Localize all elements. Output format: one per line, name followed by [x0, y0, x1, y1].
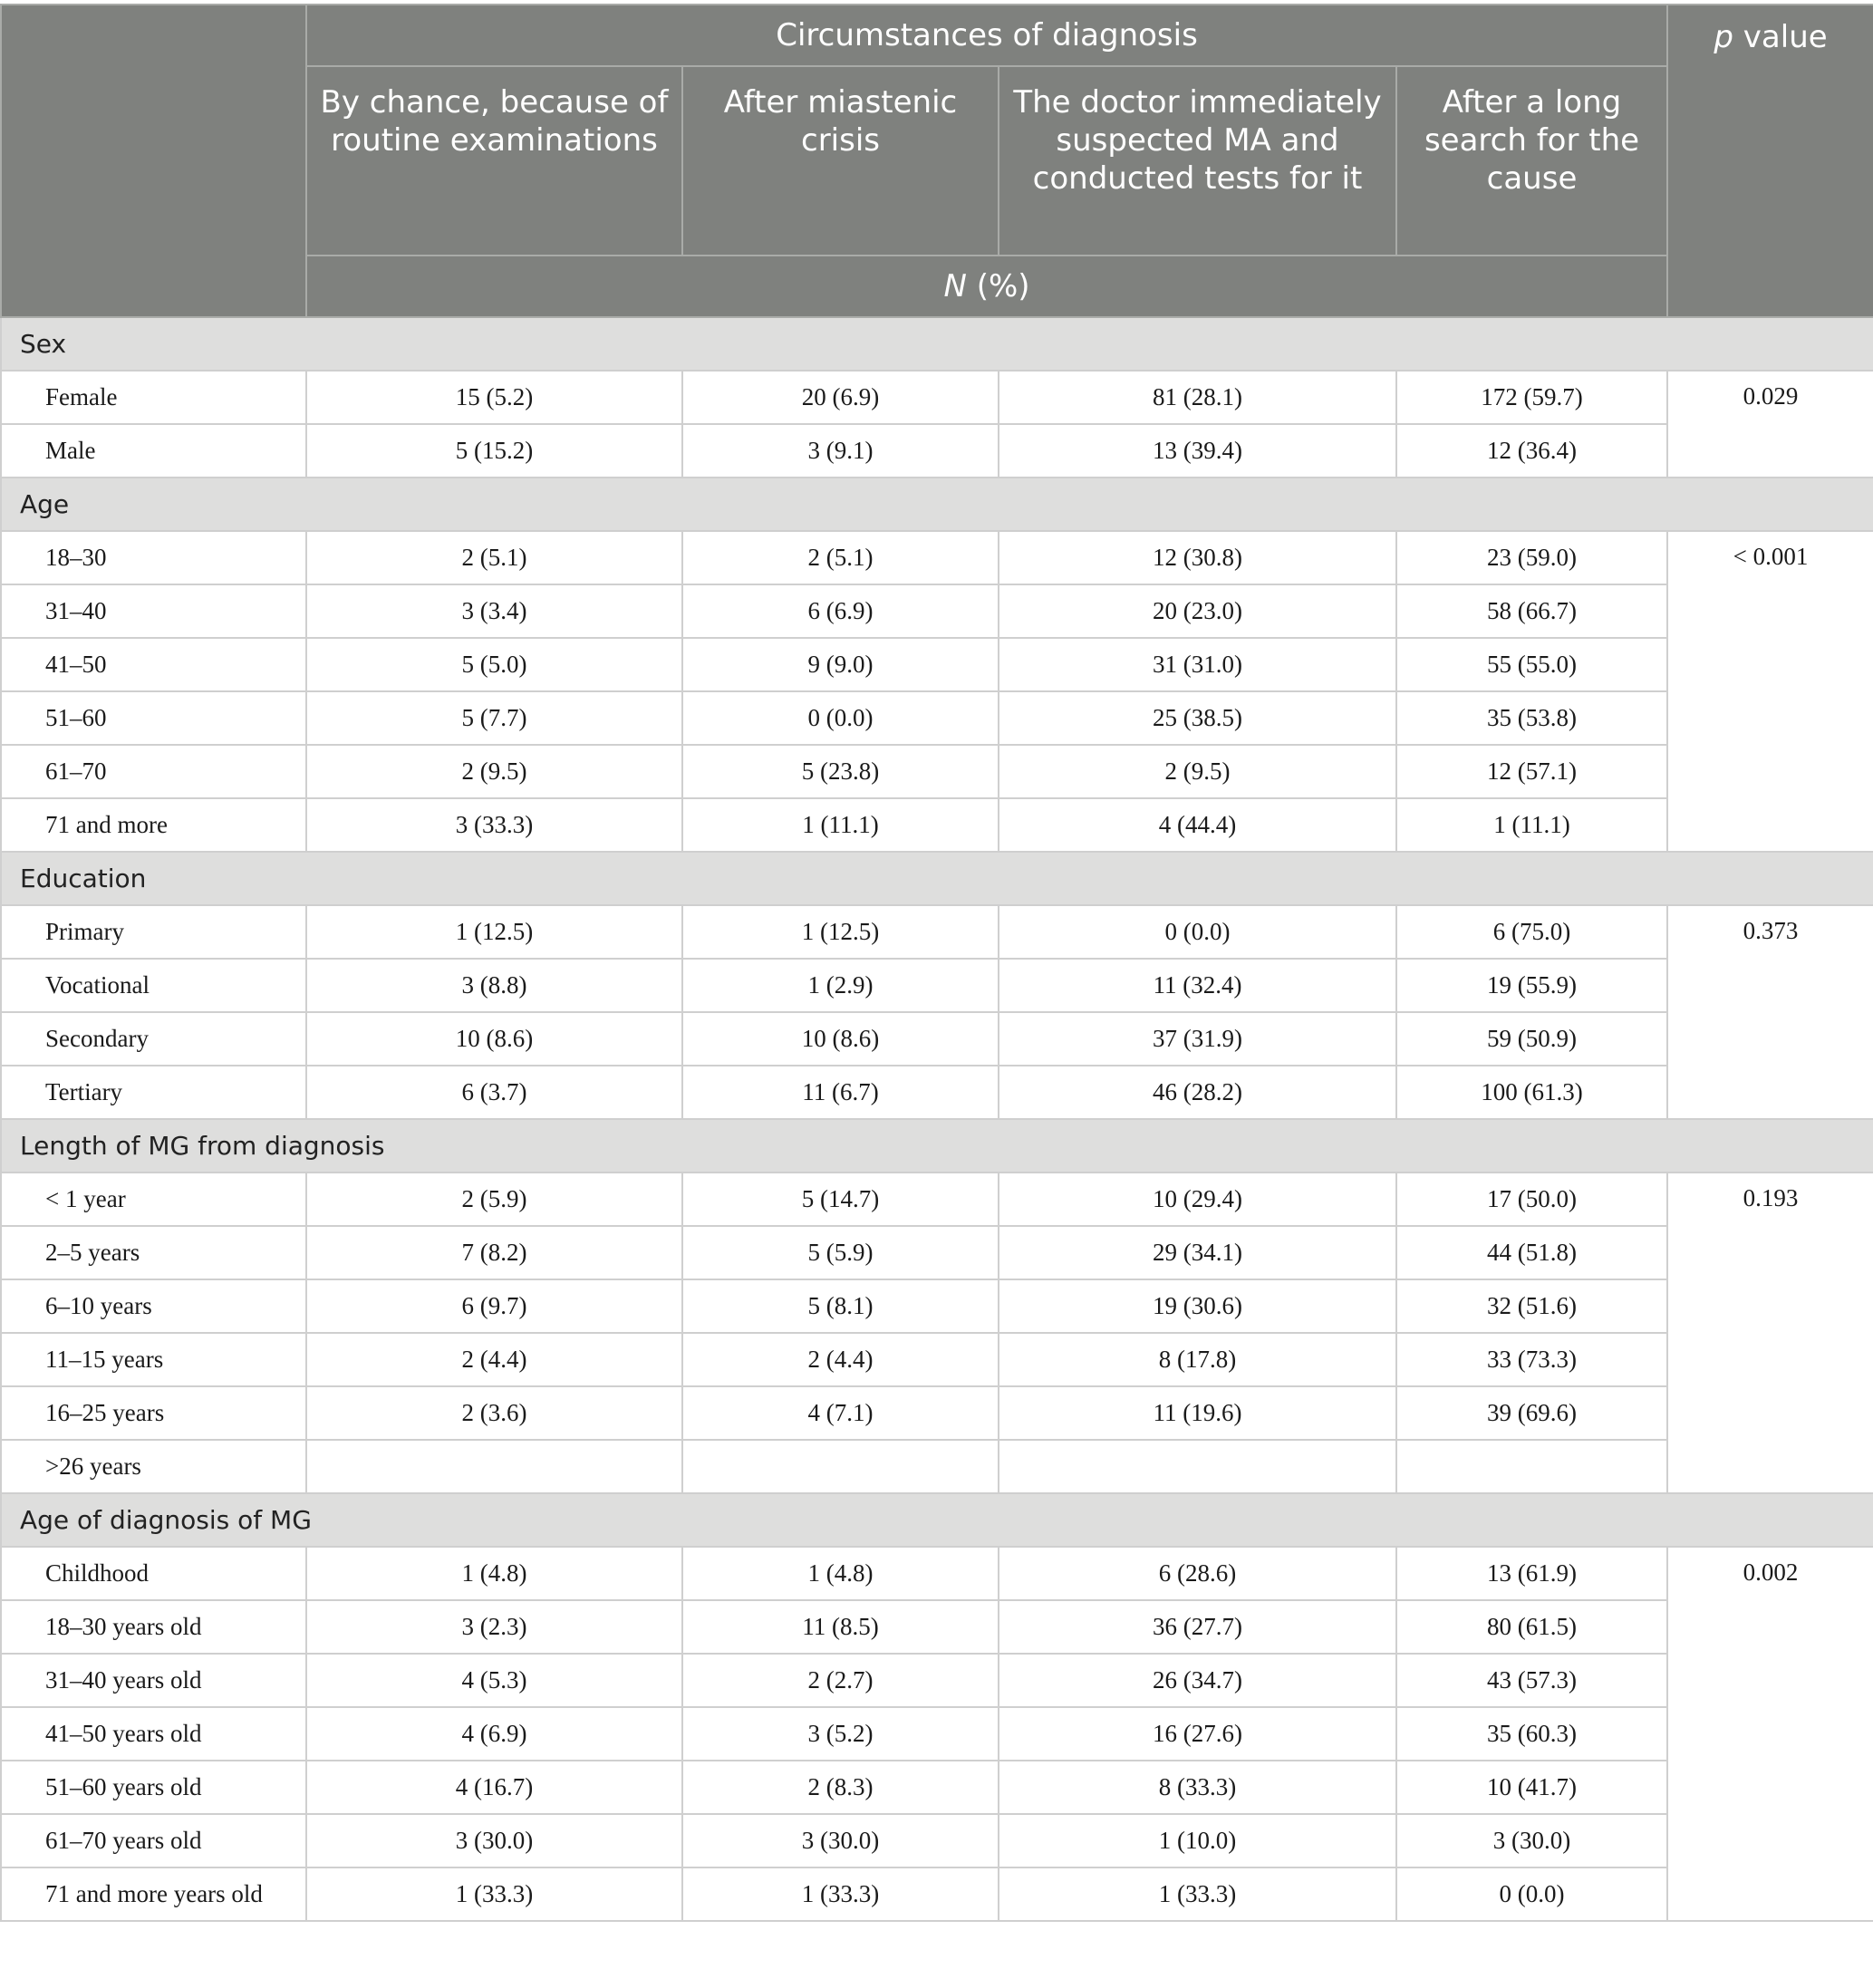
- table-row: [1, 798, 1873, 852]
- table-row: [1, 905, 1873, 959]
- table-row: [1, 691, 1873, 745]
- value-cell: 11 (19.6): [999, 1386, 1396, 1440]
- row-label: 2–5 years: [1, 1226, 306, 1279]
- value-cell: 2 (5.9): [306, 1173, 682, 1226]
- value-cell: 1 (12.5): [682, 905, 999, 959]
- value-cell: 5 (5.0): [306, 638, 682, 691]
- p-value-cell: 0.002: [1667, 1547, 1873, 1921]
- row-label: < 1 year: [1, 1173, 306, 1226]
- value-cell: 17 (50.0): [1396, 1173, 1667, 1226]
- table-row: [1, 1386, 1873, 1440]
- header-col-doctor-suspected: The doctor immediately suspected MA and conducted tests for it: [999, 66, 1396, 256]
- row-label: 41–50 years old: [1, 1707, 306, 1761]
- value-cell: 10 (8.6): [306, 1012, 682, 1066]
- value-cell: 3 (8.8): [306, 959, 682, 1012]
- row-label: 71 and more: [1, 798, 306, 852]
- table-row: [1, 1654, 1873, 1707]
- value-cell: 4 (16.7): [306, 1761, 682, 1814]
- value-cell: 3 (30.0): [306, 1814, 682, 1867]
- row-label: 31–40: [1, 584, 306, 638]
- table-row: [1, 1173, 1873, 1226]
- value-cell: 1 (4.8): [682, 1547, 999, 1600]
- table-row: [1, 1814, 1873, 1867]
- value-cell: 6 (6.9): [682, 584, 999, 638]
- value-cell: 12 (30.8): [999, 531, 1396, 584]
- value-cell: 4 (44.4): [999, 798, 1396, 852]
- header-group-title: Circumstances of diagnosis: [306, 5, 1667, 66]
- row-label: 16–25 years: [1, 1386, 306, 1440]
- value-cell: 11 (32.4): [999, 959, 1396, 1012]
- value-cell: 80 (61.5): [1396, 1600, 1667, 1654]
- value-cell: 2 (4.4): [306, 1333, 682, 1386]
- diagnosis-circumstances-table: [0, 4, 1873, 1922]
- value-cell: 2 (9.5): [306, 745, 682, 798]
- value-cell: 11 (6.7): [682, 1066, 999, 1119]
- table-row: [1, 638, 1873, 691]
- value-cell: 58 (66.7): [1396, 584, 1667, 638]
- value-cell: 2 (2.7): [682, 1654, 999, 1707]
- row-label: 18–30 years old: [1, 1600, 306, 1654]
- row-label: 71 and more years old: [1, 1867, 306, 1921]
- row-label: 31–40 years old: [1, 1654, 306, 1707]
- row-label: >26 years: [1, 1440, 306, 1493]
- value-cell: 5 (8.1): [682, 1279, 999, 1333]
- section-row: [1, 478, 1873, 531]
- value-cell: 3 (2.3): [306, 1600, 682, 1654]
- value-cell: [999, 1440, 1396, 1493]
- header-unit-italic: N: [943, 268, 967, 304]
- value-cell: 59 (50.9): [1396, 1012, 1667, 1066]
- section-row: [1, 317, 1873, 371]
- row-label: Male: [1, 424, 306, 478]
- value-cell: 4 (6.9): [306, 1707, 682, 1761]
- value-cell: 6 (9.7): [306, 1279, 682, 1333]
- table-row: [1, 959, 1873, 1012]
- value-cell: 1 (12.5): [306, 905, 682, 959]
- header-col-by-chance: By chance, because of routine examinations: [306, 66, 682, 256]
- table-row: [1, 1761, 1873, 1814]
- value-cell: 35 (60.3): [1396, 1707, 1667, 1761]
- table-row: [1, 531, 1873, 584]
- value-cell: 3 (30.0): [1396, 1814, 1667, 1867]
- table-row: [1, 1547, 1873, 1600]
- row-label: Primary: [1, 905, 306, 959]
- value-cell: 2 (4.4): [682, 1333, 999, 1386]
- header-unit: [306, 256, 1667, 317]
- value-cell: 12 (36.4): [1396, 424, 1667, 478]
- value-cell: 16 (27.6): [999, 1707, 1396, 1761]
- value-cell: 8 (17.8): [999, 1333, 1396, 1386]
- table-row: [1, 1333, 1873, 1386]
- value-cell: 7 (8.2): [306, 1226, 682, 1279]
- value-cell: 9 (9.0): [682, 638, 999, 691]
- section-row: [1, 1493, 1873, 1547]
- row-label: 18–30: [1, 531, 306, 584]
- value-cell: 20 (6.9): [682, 371, 999, 424]
- value-cell: 10 (41.7): [1396, 1761, 1667, 1814]
- section-title: Age of diagnosis of MG: [1, 1493, 1873, 1547]
- row-label: 51–60 years old: [1, 1761, 306, 1814]
- value-cell: 20 (23.0): [999, 584, 1396, 638]
- value-cell: [306, 1440, 682, 1493]
- table-row: [1, 1707, 1873, 1761]
- row-label: Secondary: [1, 1012, 306, 1066]
- value-cell: 1 (10.0): [999, 1814, 1396, 1867]
- value-cell: 1 (11.1): [682, 798, 999, 852]
- section-row: [1, 852, 1873, 905]
- value-cell: 3 (5.2): [682, 1707, 999, 1761]
- section-row: [1, 1119, 1873, 1173]
- row-label: 41–50: [1, 638, 306, 691]
- value-cell: 23 (59.0): [1396, 531, 1667, 584]
- header-col-long-search: After a long search for the cause: [1396, 66, 1667, 256]
- value-cell: 1 (33.3): [306, 1867, 682, 1921]
- row-label: Childhood: [1, 1547, 306, 1600]
- table-row: [1, 1066, 1873, 1119]
- row-label: 11–15 years: [1, 1333, 306, 1386]
- table-row: [1, 1867, 1873, 1921]
- value-cell: 37 (31.9): [999, 1012, 1396, 1066]
- value-cell: 2 (8.3): [682, 1761, 999, 1814]
- header-corner-cell: [1, 5, 306, 317]
- row-label: Female: [1, 371, 306, 424]
- p-value-cell: 0.373: [1667, 905, 1873, 1119]
- value-cell: 2 (5.1): [682, 531, 999, 584]
- table-row: [1, 1440, 1873, 1493]
- value-cell: 44 (51.8): [1396, 1226, 1667, 1279]
- value-cell: 15 (5.2): [306, 371, 682, 424]
- value-cell: 5 (5.9): [682, 1226, 999, 1279]
- value-cell: 3 (30.0): [682, 1814, 999, 1867]
- value-cell: 6 (28.6): [999, 1547, 1396, 1600]
- value-cell: 1 (4.8): [306, 1547, 682, 1600]
- value-cell: 1 (33.3): [682, 1867, 999, 1921]
- header-p-italic: p: [1714, 19, 1733, 55]
- header-unit-rest: (%): [966, 268, 1030, 304]
- p-value-cell: < 0.001: [1667, 531, 1873, 852]
- value-cell: 5 (7.7): [306, 691, 682, 745]
- table-row: [1, 745, 1873, 798]
- section-title: Sex: [1, 317, 1873, 371]
- value-cell: 100 (61.3): [1396, 1066, 1667, 1119]
- value-cell: 25 (38.5): [999, 691, 1396, 745]
- value-cell: 5 (23.8): [682, 745, 999, 798]
- value-cell: 4 (7.1): [682, 1386, 999, 1440]
- header-p-value: [1667, 5, 1873, 317]
- table-row: [1, 1600, 1873, 1654]
- value-cell: 32 (51.6): [1396, 1279, 1667, 1333]
- row-label: 51–60: [1, 691, 306, 745]
- section-title: Length of MG from diagnosis: [1, 1119, 1873, 1173]
- table-row: [1, 1012, 1873, 1066]
- table-row: [1, 424, 1873, 478]
- value-cell: 35 (53.8): [1396, 691, 1667, 745]
- value-cell: 0 (0.0): [682, 691, 999, 745]
- table-row: [1, 584, 1873, 638]
- value-cell: 10 (8.6): [682, 1012, 999, 1066]
- value-cell: 1 (2.9): [682, 959, 999, 1012]
- row-label: 61–70: [1, 745, 306, 798]
- table-row: [1, 1279, 1873, 1333]
- value-cell: 12 (57.1): [1396, 745, 1667, 798]
- value-cell: [682, 1440, 999, 1493]
- value-cell: 31 (31.0): [999, 638, 1396, 691]
- table-row: [1, 371, 1873, 424]
- header-p-rest: value: [1733, 19, 1828, 55]
- value-cell: 29 (34.1): [999, 1226, 1396, 1279]
- row-label: Vocational: [1, 959, 306, 1012]
- value-cell: 33 (73.3): [1396, 1333, 1667, 1386]
- value-cell: 0 (0.0): [999, 905, 1396, 959]
- value-cell: 3 (9.1): [682, 424, 999, 478]
- value-cell: 19 (30.6): [999, 1279, 1396, 1333]
- value-cell: 55 (55.0): [1396, 638, 1667, 691]
- value-cell: 39 (69.6): [1396, 1386, 1667, 1440]
- value-cell: 5 (14.7): [682, 1173, 999, 1226]
- table-body: [1, 317, 1873, 1921]
- value-cell: 0 (0.0): [1396, 1867, 1667, 1921]
- value-cell: 6 (3.7): [306, 1066, 682, 1119]
- section-title: Age: [1, 478, 1873, 531]
- row-label: Tertiary: [1, 1066, 306, 1119]
- value-cell: 8 (33.3): [999, 1761, 1396, 1814]
- value-cell: 5 (15.2): [306, 424, 682, 478]
- value-cell: 4 (5.3): [306, 1654, 682, 1707]
- value-cell: 26 (34.7): [999, 1654, 1396, 1707]
- value-cell: 172 (59.7): [1396, 371, 1667, 424]
- value-cell: 10 (29.4): [999, 1173, 1396, 1226]
- value-cell: [1396, 1440, 1667, 1493]
- value-cell: 1 (11.1): [1396, 798, 1667, 852]
- value-cell: 3 (33.3): [306, 798, 682, 852]
- value-cell: 13 (61.9): [1396, 1547, 1667, 1600]
- value-cell: 2 (3.6): [306, 1386, 682, 1440]
- p-value-cell: 0.193: [1667, 1173, 1873, 1493]
- value-cell: 19 (55.9): [1396, 959, 1667, 1012]
- value-cell: 6 (75.0): [1396, 905, 1667, 959]
- value-cell: 43 (57.3): [1396, 1654, 1667, 1707]
- value-cell: 46 (28.2): [999, 1066, 1396, 1119]
- section-title: Education: [1, 852, 1873, 905]
- value-cell: 36 (27.7): [999, 1600, 1396, 1654]
- row-label: 6–10 years: [1, 1279, 306, 1333]
- row-label: 61–70 years old: [1, 1814, 306, 1867]
- value-cell: 1 (33.3): [999, 1867, 1396, 1921]
- table-header: [1, 5, 1873, 317]
- value-cell: 11 (8.5): [682, 1600, 999, 1654]
- table-row: [1, 1226, 1873, 1279]
- value-cell: 3 (3.4): [306, 584, 682, 638]
- value-cell: 2 (9.5): [999, 745, 1396, 798]
- header-col-after-crisis: After miastenic crisis: [682, 66, 999, 256]
- value-cell: 2 (5.1): [306, 531, 682, 584]
- value-cell: 13 (39.4): [999, 424, 1396, 478]
- value-cell: 81 (28.1): [999, 371, 1396, 424]
- p-value-cell: 0.029: [1667, 371, 1873, 478]
